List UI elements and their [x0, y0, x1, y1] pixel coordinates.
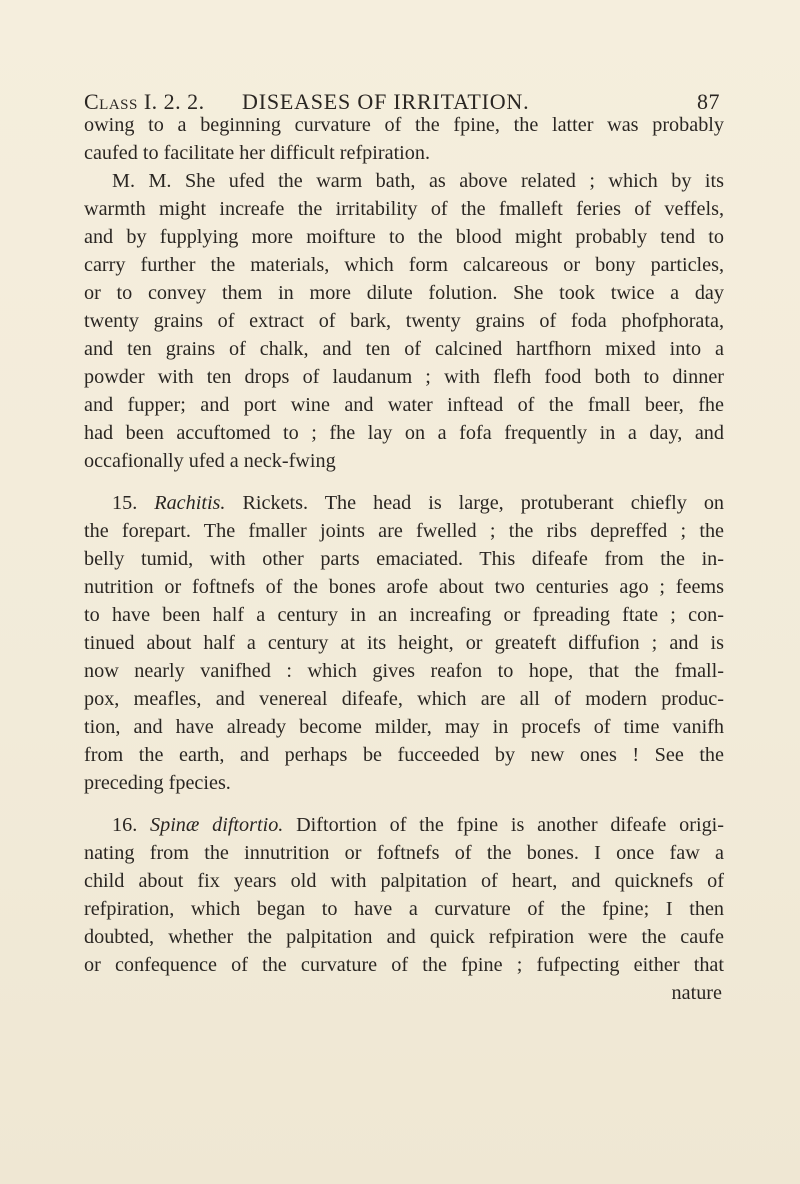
paragraph-gap — [84, 475, 724, 489]
text-line: or to convey them in more dilute folution. She took twice a day — [84, 282, 724, 304]
text-line: warmth might increafe the irritability of the fmalleft feries of veffels, — [84, 198, 724, 220]
text-line: pox, meafles, and venereal difeafe, which are all of modern produc- — [84, 688, 724, 710]
text-line: from the earth, and perhaps be fucceeded by new ones ! See the — [84, 744, 724, 766]
text-line: carry further the materials, which form calcareous or bony particles, — [84, 254, 724, 276]
text-line: tinued about half a century at its height, or greateft diffufion ; and is — [84, 632, 724, 654]
text-line: and ten grains of chalk, and ten of calcined hartfhorn mixed into a — [84, 338, 724, 360]
text-line: M. M. She ufed the warm bath, as above related ; which by its — [112, 170, 724, 192]
text-line: doubted, whether the palpitation and quick refpiration were the caufe — [84, 926, 724, 948]
text-line: nutrition or foftnefs of the bones arofe about two centuries ago ; feems — [84, 576, 724, 598]
text-line: or confequence of the curvature of the fpine ; fufpecting either that — [84, 954, 724, 976]
section-number: 15. — [112, 492, 155, 514]
section-number: 16. — [112, 814, 150, 836]
text-line: caufed to facilitate her difficult refpiration. — [84, 142, 431, 164]
text-line: and fupper; and port wine and water inftead of the fmall beer, fhe — [84, 394, 724, 416]
paragraph-gap — [84, 797, 724, 811]
text-line: child about fix years old with palpitation of heart, and quicknefs of — [84, 870, 724, 892]
text-line: powder with ten drops of laudanum ; with flefh food both to dinner — [84, 366, 724, 388]
text-line: the forepart. The fmaller joints are fwelled ; the ribs depreffed ; the — [84, 520, 724, 542]
text-line: tion, and have already become milder, may in procefs of time vanifh — [84, 716, 724, 738]
text-line: now nearly vanifhed : which gives reafon to hope, that the fmall- — [84, 660, 724, 682]
latin-disease-name: Spinæ diftortio. — [150, 814, 284, 836]
text-line: preceding fpecies. — [84, 772, 231, 794]
text-line: owing to a beginning curvature of the fpine, the latter was probably — [84, 114, 724, 136]
text-line: refpiration, which began to have a curvature of the fpine; I then — [84, 898, 724, 920]
text-line — [84, 811, 724, 839]
text-line: to have been half a century in an increafing or fpreading ftate ; con- — [84, 604, 724, 626]
text-line: belly tumid, with other parts emaciated. This difeafe from the in- — [84, 548, 724, 570]
text-line: nating from the innutrition or foftnefs of the bones. I once faw a — [84, 842, 724, 864]
text-line: had been accuftomed to ; fhe lay on a fofa frequently in a day, and — [84, 422, 724, 444]
page-number: 87 — [697, 89, 720, 114]
line-text: Diftortion of the fpine is another difeafe origi- — [283, 814, 724, 836]
text-line: twenty grains of extract of bark, twenty grains of foda phofphorata, — [84, 310, 724, 332]
text-line — [84, 489, 724, 517]
page-body-text — [84, 111, 724, 1007]
class-label: Class I. 2. 2. — [84, 89, 205, 114]
line-text: Rickets. The head is large, protuberant chiefly on — [225, 492, 725, 514]
running-title: DISEASES OF IRRITATION. — [242, 89, 530, 114]
text-line: occafionally ufed a neck-fwing — [84, 450, 336, 472]
text-line: and by fupplying more moifture to the blood might probably tend to — [84, 226, 724, 248]
latin-disease-name: Rachitis. — [154, 492, 226, 514]
text-line: nature — [671, 982, 722, 1004]
